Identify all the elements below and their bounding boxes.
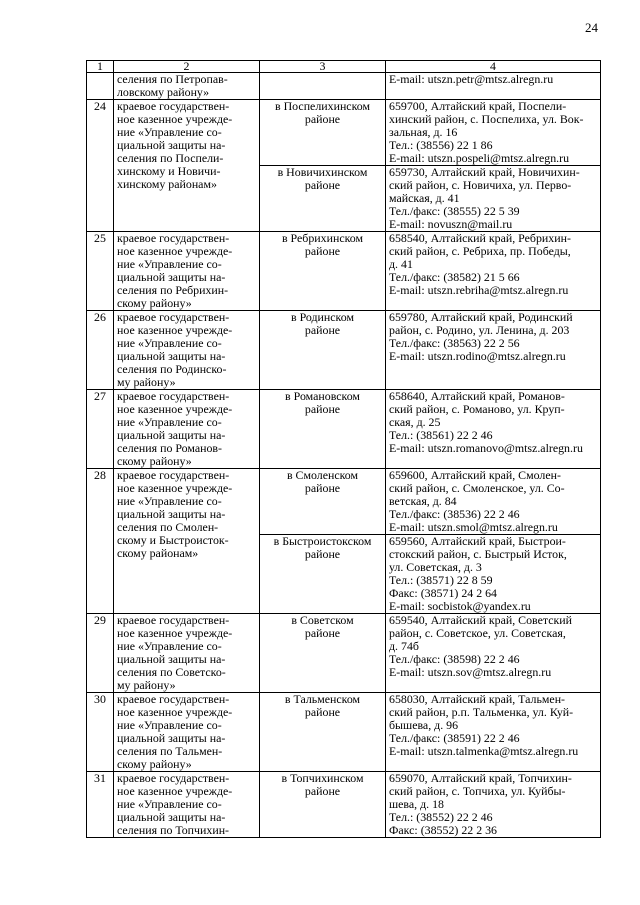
row-number: 26 — [87, 311, 114, 390]
row-number: 25 — [87, 232, 114, 311]
contact-line: E-mail: socbistok@yandex.ru — [389, 599, 531, 613]
text-line: селения по Петропав- — [117, 72, 228, 86]
contact-line: стокский район, с. Быстрый Исток, — [389, 547, 567, 561]
text-line: в Поспелихинском — [275, 99, 370, 113]
text-line: краевое государствен- — [117, 99, 230, 113]
text-line: в Топчихинском — [281, 771, 364, 785]
text-line: циальной защиты на- — [117, 270, 226, 284]
text-line: ние «Управление со- — [117, 415, 222, 429]
text-line: районе — [304, 705, 341, 719]
contact-cell — [386, 100, 601, 166]
contact-line: ский район, с. Смоленское, ул. Со- — [389, 481, 565, 495]
contact-cell — [386, 693, 601, 772]
text-line: районе — [304, 323, 341, 337]
row-number: 31 — [87, 772, 114, 838]
header-cell-1: 1 — [87, 61, 114, 73]
text-line: ное казенное учрежде- — [117, 112, 233, 126]
text-line: краевое государствен- — [117, 310, 230, 324]
contact-line: Тел.: (38571) 22 8 59 — [389, 573, 493, 587]
contact-line: Тел./факс: (38598) 22 2 46 — [389, 652, 520, 666]
text-line: районе — [304, 547, 341, 561]
contact-line: ский район, р.п. Тальменка, ул. Куй- — [389, 705, 574, 719]
contact-cell — [386, 390, 601, 469]
contact-line: 659070, Алтайский край, Топчихин- — [389, 771, 572, 785]
text-line: районе — [304, 626, 341, 640]
contact-cell — [386, 73, 601, 100]
text-line: ловскому району» — [117, 85, 210, 99]
header-row — [87, 61, 601, 73]
text-line: ное казенное учрежде- — [117, 705, 233, 719]
contact-line: Факс: (38552) 22 2 36 — [389, 823, 497, 837]
table-row — [87, 614, 601, 693]
contact-cell — [386, 535, 601, 614]
contact-line: E-mail: utszn.smol@mtsz.alregn.ru — [389, 520, 558, 534]
text-line: краевое государствен- — [117, 771, 230, 785]
contact-cell — [386, 614, 601, 693]
contact-line: Тел./факс: (38555) 22 5 39 — [389, 204, 520, 218]
organization-cell — [114, 73, 260, 100]
text-line: ное казенное учрежде- — [117, 784, 233, 798]
contact-line: бышева, д. 96 — [389, 718, 459, 732]
organization-cell — [114, 772, 260, 838]
text-line: в Быстроистокском — [273, 534, 372, 548]
contact-line: Тел.: (38552) 22 2 46 — [389, 810, 493, 824]
text-line: циальной защиты на- — [117, 810, 226, 824]
table-row — [87, 311, 601, 390]
contact-line: ский район, с. Романово, ул. Круп- — [389, 402, 565, 416]
contact-line: 659730, Алтайский край, Новичихин- — [389, 165, 580, 179]
text-line: в Тальменском — [284, 692, 361, 706]
text-line: циальной защиты на- — [117, 428, 226, 442]
contact-line: E-mail: utszn.pospeli@mtsz.alregn.ru — [389, 151, 570, 165]
row-number: 28 — [87, 469, 114, 614]
contact-line: 659700, Алтайский край, Поспели- — [389, 99, 567, 113]
table-row — [87, 469, 601, 535]
area-cell — [260, 232, 386, 311]
text-line: циальной защиты на- — [117, 652, 226, 666]
area-cell — [260, 614, 386, 693]
contact-line: ул. Советская, д. 3 — [389, 560, 482, 574]
area-cell — [260, 166, 386, 232]
organization-cell — [114, 614, 260, 693]
contact-line: Тел./факс: (38582) 21 5 66 — [389, 270, 520, 284]
contact-cell — [386, 311, 601, 390]
row-number: 24 — [87, 100, 114, 232]
contact-cell — [386, 232, 601, 311]
text-line: краевое государствен- — [117, 613, 230, 627]
text-line: ное казенное учрежде- — [117, 626, 233, 640]
page-number: 24 — [585, 20, 598, 35]
contact-line: E-mail: utszn.sov@mtsz.alregn.ru — [389, 665, 552, 679]
contact-line: 659600, Алтайский край, Смолен- — [389, 468, 561, 482]
text-line: ние «Управление со- — [117, 797, 222, 811]
email-line: E-mail: utszn.petr@mtsz.alregn.ru — [389, 72, 554, 86]
text-line: хинскому районам» — [117, 177, 217, 191]
area-cell — [260, 73, 386, 100]
area-cell — [260, 100, 386, 166]
text-line: в Смоленском — [286, 468, 359, 482]
contact-line: 659560, Алтайский край, Быстрои- — [389, 534, 566, 548]
table-row — [87, 693, 601, 772]
contact-line: E-mail: utszn.talmenka@mtsz.alregn.ru — [389, 744, 579, 758]
offices-table — [86, 60, 601, 838]
text-line: му району» — [117, 375, 176, 389]
text-line: ние «Управление со- — [117, 125, 222, 139]
contact-line: Тел.: (38556) 22 1 86 — [389, 138, 493, 152]
text-line: скому районам» — [117, 546, 199, 560]
contact-line: 658030, Алтайский край, Тальмен- — [389, 692, 566, 706]
text-line: в Советском — [291, 613, 354, 627]
area-cell — [260, 311, 386, 390]
text-line: циальной защиты на- — [117, 349, 226, 363]
contact-line: E-mail: utszn.rodino@mtsz.alregn.ru — [389, 349, 566, 363]
table-row — [87, 772, 601, 838]
header-cell-4: 4 — [386, 61, 601, 73]
text-line: краевое государствен- — [117, 692, 230, 706]
text-line: районе — [304, 402, 341, 416]
table-body — [87, 73, 601, 838]
text-line: краевое государствен- — [117, 389, 230, 403]
contact-line: хинский район, с. Поспелиха, ул. Вок- — [389, 112, 584, 126]
table-row — [87, 232, 601, 311]
text-line: селения по Топчихин- — [117, 823, 230, 837]
text-line: в Романовском — [285, 389, 360, 403]
area-cell — [260, 693, 386, 772]
header-cell-3: 3 — [260, 61, 386, 73]
text-line: в Новичихинском — [277, 165, 368, 179]
text-line: селения по Ребрихин- — [117, 283, 229, 297]
contact-line: E-mail: novuszn@mail.ru — [389, 217, 513, 231]
text-line: селения по Поспели- — [117, 151, 224, 165]
header-cell-2: 2 — [114, 61, 260, 73]
text-line: циальной защиты на- — [117, 507, 226, 521]
contact-line: майская, д. 41 — [389, 191, 460, 205]
contact-line: Тел./факс: (38591) 22 2 46 — [389, 731, 520, 745]
contact-line: Тел./факс: (38563) 22 2 56 — [389, 336, 520, 350]
table-row — [87, 390, 601, 469]
contact-cell — [386, 166, 601, 232]
contact-cell — [386, 469, 601, 535]
text-line: хинскому и Новичи- — [117, 164, 221, 178]
contact-line: Тел.: (38561) 22 2 46 — [389, 428, 493, 442]
row-number: 30 — [87, 693, 114, 772]
contact-line: д. 41 — [389, 257, 413, 271]
contact-line: ская, д. 25 — [389, 415, 441, 429]
continuation-row — [87, 73, 601, 100]
text-line: селения по Смолен- — [117, 520, 219, 534]
text-line: районе — [304, 481, 341, 495]
text-line: ное казенное учрежде- — [117, 481, 233, 495]
text-line: ние «Управление со- — [117, 639, 222, 653]
contact-line: ский район, с. Новичиха, ул. Перво- — [389, 178, 572, 192]
table-row — [87, 100, 601, 166]
text-line: районе — [304, 112, 341, 126]
contact-line: район, с. Родино, ул. Ленина, д. 203 — [389, 323, 570, 337]
text-line: ние «Управление со- — [117, 336, 222, 350]
contact-line: E-mail: utszn.romanovo@mtsz.alregn.ru — [389, 441, 583, 455]
text-line: районе — [304, 784, 341, 798]
area-cell — [260, 390, 386, 469]
contact-line: Тел./факс: (38536) 22 2 46 — [389, 507, 520, 521]
contact-line: 659780, Алтайский край, Родинский — [389, 310, 573, 324]
text-line: ние «Управление со- — [117, 494, 222, 508]
text-line: циальной защиты на- — [117, 138, 226, 152]
text-line: в Родинском — [291, 310, 354, 324]
text-line: селения по Тальмен- — [117, 744, 223, 758]
contact-line: 658540, Алтайский край, Ребрихин- — [389, 231, 571, 245]
text-line: краевое государствен- — [117, 468, 230, 482]
organization-cell — [114, 693, 260, 772]
text-line: скому и Быстроисток- — [117, 533, 229, 547]
text-line: ние «Управление со- — [117, 257, 222, 271]
text-line: ное казенное учрежде- — [117, 402, 233, 416]
number-cell — [87, 73, 114, 100]
contact-line: 658640, Алтайский край, Романов- — [389, 389, 565, 403]
text-line: ное казенное учрежде- — [117, 244, 233, 258]
contact-line: д. 74б — [389, 639, 419, 653]
area-cell — [260, 772, 386, 838]
text-line: краевое государствен- — [117, 231, 230, 245]
organization-cell — [114, 232, 260, 311]
text-line: селения по Романов- — [117, 441, 223, 455]
organization-cell — [114, 390, 260, 469]
text-line: районе — [304, 244, 341, 258]
text-line: ние «Управление со- — [117, 718, 222, 732]
area-cell — [260, 469, 386, 535]
contact-line: ский район, с. Топчиха, ул. Куйбы- — [389, 784, 566, 798]
text-line: селения по Советско- — [117, 665, 226, 679]
organization-cell — [114, 469, 260, 614]
row-number: 27 — [87, 390, 114, 469]
text-line: циальной защиты на- — [117, 731, 226, 745]
text-line: селения по Родинско- — [117, 362, 227, 376]
contact-line: E-mail: utszn.rebriha@mtsz.alregn.ru — [389, 283, 569, 297]
contact-line: ветская, д. 84 — [389, 494, 457, 508]
row-number: 29 — [87, 614, 114, 693]
text-line: ное казенное учрежде- — [117, 323, 233, 337]
text-line: в Ребрихинском — [281, 231, 364, 245]
contact-line: шева, д. 18 — [389, 797, 444, 811]
contact-line: зальная, д. 16 — [389, 125, 458, 139]
contact-cell — [386, 772, 601, 838]
contact-line: ский район, с. Ребриха, пр. Победы, — [389, 244, 571, 258]
contact-line: район, с. Советское, ул. Советская, — [389, 626, 566, 640]
area-cell — [260, 535, 386, 614]
text-line: скому району» — [117, 757, 192, 771]
contact-line: 659540, Алтайский край, Советский — [389, 613, 573, 627]
text-line: скому району» — [117, 296, 192, 310]
organization-cell — [114, 100, 260, 232]
text-line: му району» — [117, 678, 176, 692]
text-line: скому району» — [117, 454, 192, 468]
contact-line: Факс: (38571) 24 2 64 — [389, 586, 497, 600]
organization-cell — [114, 311, 260, 390]
text-line: районе — [304, 178, 341, 192]
